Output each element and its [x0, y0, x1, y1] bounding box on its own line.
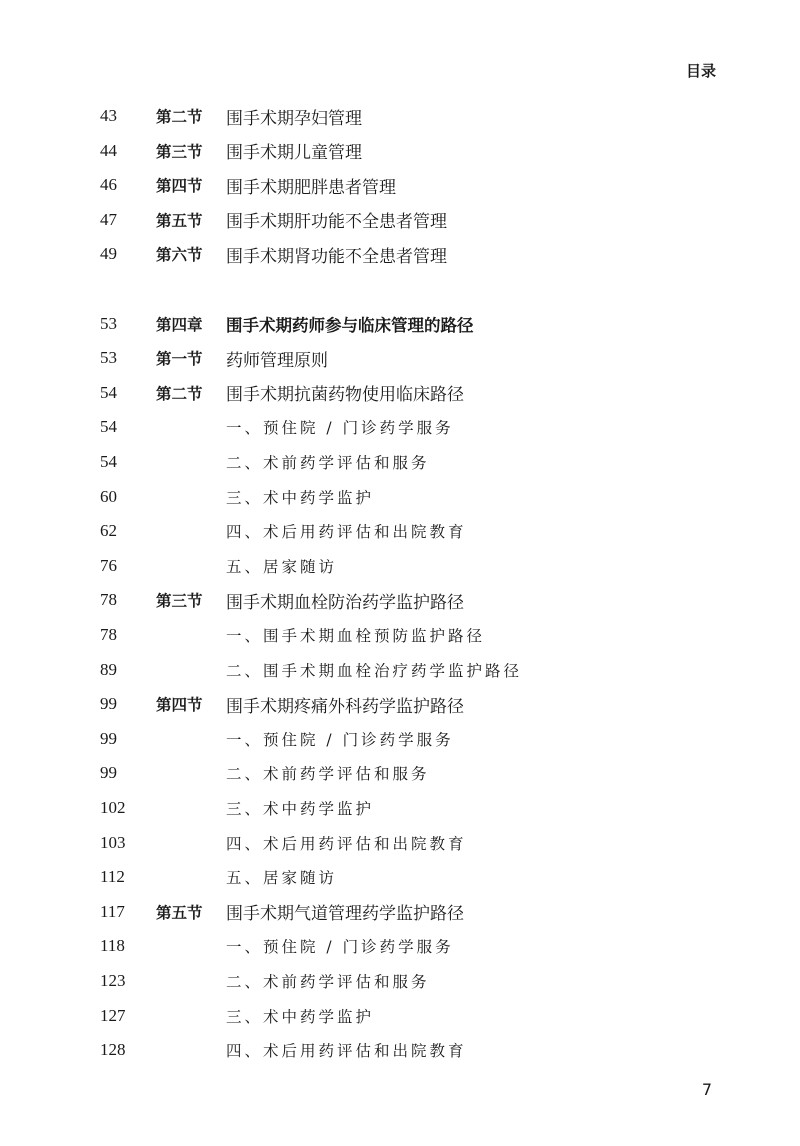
toc-subsection-entry — [0, 864, 800, 890]
toc-entry-title: 围手术期气道管理药学监护路径 — [226, 904, 464, 925]
toc-page-number: 62 — [100, 521, 117, 541]
toc-section-entry — [0, 172, 800, 198]
toc-entry-label: 第四节 — [156, 696, 203, 715]
toc-entry-label: 第三节 — [156, 592, 203, 611]
toc-section-entry — [0, 380, 800, 406]
toc-page-number: 123 — [100, 970, 126, 990]
toc-page-number: 60 — [100, 486, 117, 506]
toc-page-number: 78 — [100, 590, 117, 610]
toc-entry-label: 第三节 — [156, 142, 203, 161]
toc-subsection-entry — [0, 933, 800, 959]
toc-entry-title: 围手术期血栓防治药学监护路径 — [226, 592, 464, 613]
toc-entry-title: 围手术期肝功能不全患者管理 — [226, 212, 447, 233]
toc-page-number: 89 — [100, 659, 117, 679]
toc-entry-label: 第四章 — [156, 315, 203, 334]
toc-entry-title: 五、居家随访 — [226, 557, 338, 576]
toc-entry-label: 第六节 — [156, 246, 203, 265]
toc-entry-title: 二、术前药学评估和服务 — [226, 972, 430, 991]
toc-entry-label: 第一节 — [156, 350, 203, 369]
toc-subsection-entry — [0, 657, 800, 683]
toc-page-number: 78 — [100, 624, 117, 644]
toc-subsection-entry — [0, 414, 800, 440]
toc-section-entry — [0, 103, 800, 129]
toc-entry-title: 一、预住院 / 门诊药学服务 — [226, 419, 454, 438]
toc-page-number: 47 — [100, 209, 117, 229]
toc-page-number: 44 — [100, 140, 117, 160]
toc-page-number: 54 — [100, 382, 117, 402]
toc-entry-title: 围手术期肥胖患者管理 — [226, 177, 396, 198]
toc-page-number: 76 — [100, 555, 117, 575]
toc-page-number: 112 — [100, 867, 125, 887]
toc-entry-title: 二、围手术期血栓治疗药学监护路径 — [226, 661, 523, 680]
toc-page-number: 54 — [100, 417, 117, 437]
toc-page-number: 128 — [100, 1040, 126, 1060]
toc-entry-title: 四、术后用药评估和出院教育 — [226, 1042, 467, 1061]
toc-page-number: 118 — [100, 936, 125, 956]
toc-entry-label: 第五节 — [156, 211, 203, 230]
toc-entry-title: 围手术期肾功能不全患者管理 — [226, 246, 447, 267]
toc-section-entry — [0, 899, 800, 925]
toc-chapter-entry — [0, 311, 800, 337]
toc-entry-title: 围手术期疼痛外科药学监护路径 — [226, 696, 464, 717]
toc-section-entry — [0, 345, 800, 371]
toc-subsection-entry — [0, 484, 800, 510]
toc-page-number: 127 — [100, 1005, 126, 1025]
toc-entry-label: 第五节 — [156, 903, 203, 922]
toc-entry-title: 三、术中药学监护 — [226, 799, 375, 818]
toc-section-entry — [0, 207, 800, 233]
toc-section-entry — [0, 138, 800, 164]
toc-page-number: 99 — [100, 694, 117, 714]
toc-subsection-entry — [0, 1037, 800, 1063]
toc-entry-label: 第二节 — [156, 108, 203, 126]
toc-section-entry — [0, 241, 800, 267]
toc-subsection-entry — [0, 553, 800, 579]
toc-subsection-entry — [0, 449, 800, 475]
toc-entry-title: 三、术中药学监护 — [226, 1007, 375, 1026]
toc-page-number: 102 — [100, 797, 126, 817]
toc-page-number: 46 — [100, 175, 117, 195]
toc-entry-title: 一、围手术期血栓预防监护路径 — [226, 626, 486, 645]
toc-entry-title: 二、术前药学评估和服务 — [226, 453, 430, 472]
toc-subsection-entry — [0, 726, 800, 752]
toc-entry-label: 第四节 — [156, 177, 203, 196]
toc-page-number: 54 — [100, 451, 117, 471]
toc-subsection-entry — [0, 1003, 800, 1029]
toc-entry-title: 围手术期孕妇管理 — [226, 108, 362, 129]
toc-entry-title: 一、预住院 / 门诊药学服务 — [226, 938, 454, 957]
toc-subsection-entry — [0, 760, 800, 786]
toc-entry-title: 一、预住院 / 门诊药学服务 — [226, 730, 454, 749]
toc-page-number: 53 — [100, 313, 117, 333]
page-number: 7 — [701, 1080, 712, 1099]
toc-entry-title: 围手术期儿童管理 — [226, 143, 362, 164]
toc-subsection-entry — [0, 622, 800, 648]
toc-page-number: 117 — [100, 901, 125, 921]
toc-section-entry — [0, 691, 800, 717]
toc-subsection-entry — [0, 795, 800, 821]
toc-page-number: 99 — [100, 728, 117, 748]
toc-section-entry — [0, 587, 800, 613]
toc-page-number: 99 — [100, 763, 117, 783]
toc-entry-title: 围手术期药师参与临床管理的路径 — [226, 315, 474, 335]
toc-page-number: 53 — [100, 348, 117, 368]
toc-page-number: 103 — [100, 832, 126, 852]
toc-entry-title: 二、术前药学评估和服务 — [226, 765, 430, 784]
toc-page-number: 49 — [100, 244, 117, 264]
toc-subsection-entry — [0, 518, 800, 544]
toc-entry-title: 四、术后用药评估和出院教育 — [226, 834, 467, 853]
toc-entry-title: 围手术期抗菌药物使用临床路径 — [226, 385, 464, 406]
toc-page-number: 43 — [100, 106, 117, 125]
toc-entry-title: 药师管理原则 — [226, 350, 328, 371]
running-title: 目录 — [685, 62, 716, 80]
toc-entry-title: 五、居家随访 — [226, 869, 338, 888]
toc-subsection-entry — [0, 830, 800, 856]
toc-subsection-entry — [0, 968, 800, 994]
toc-entry-label: 第二节 — [156, 384, 203, 403]
toc-entry-title: 三、术中药学监护 — [226, 488, 375, 507]
toc-entry-title: 四、术后用药评估和出院教育 — [226, 523, 467, 542]
